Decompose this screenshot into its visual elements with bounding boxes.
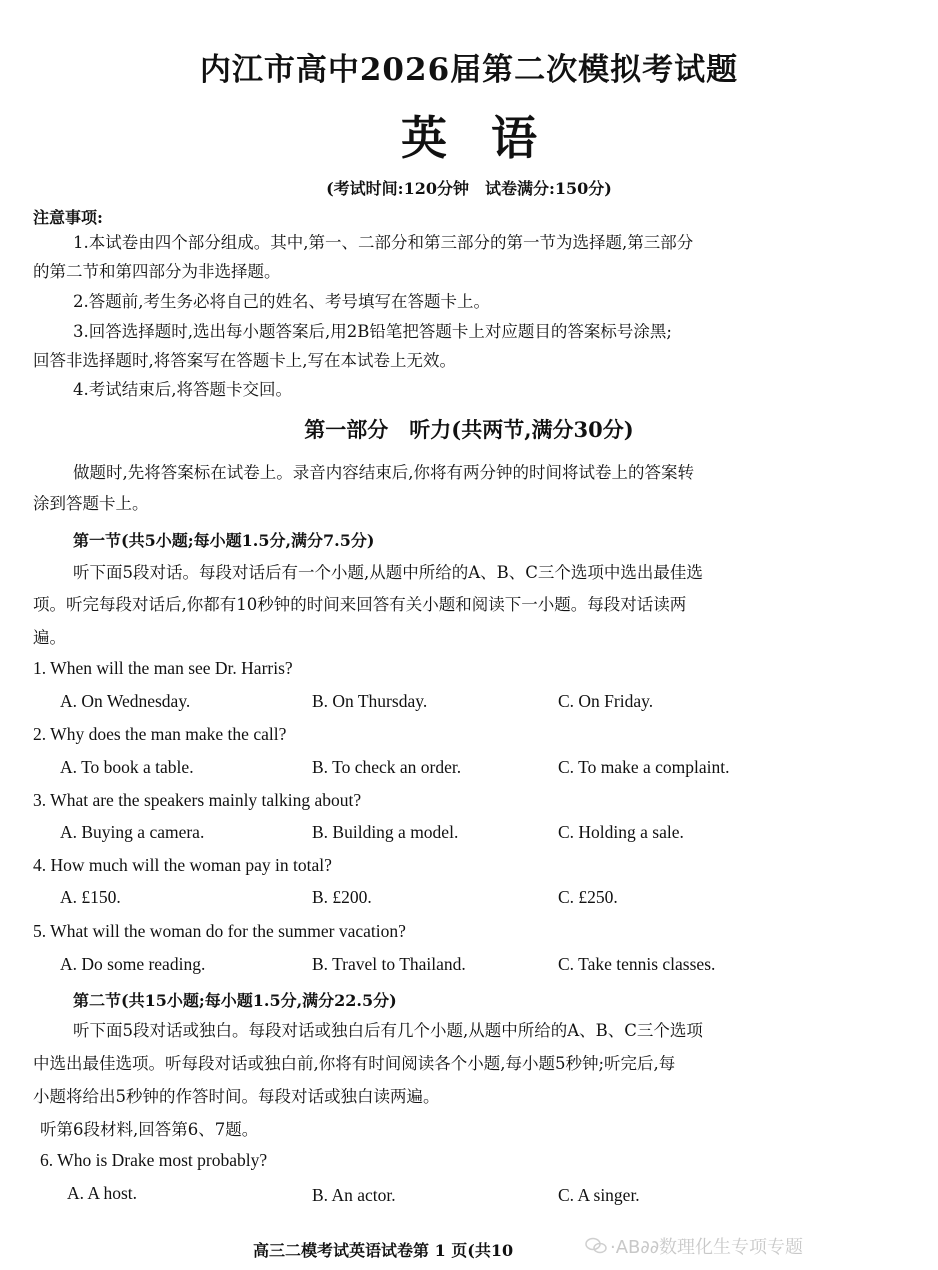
section2-instructions-line-1: 听下面5段对话或独白。每段对话或独白后有几个小题,从题中所给的A、B、C三个选项 [73, 1021, 703, 1040]
question-4-option-b: B. £200. [312, 887, 372, 907]
chat-icon [585, 1237, 607, 1255]
question-3-option-a: A. Buying a camera. [60, 822, 205, 842]
subject-title: 英语 [401, 111, 581, 165]
question-6-option-b: B. An actor. [312, 1185, 396, 1205]
section1-instructions-line-2: 项。听完每段对话后,你都有10秒钟的时间来回答有关小题和阅读下一小题。每段对话读两 [33, 595, 687, 614]
question-4-option-c: C. £250. [558, 887, 618, 907]
question-6-option-c: C. A singer. [558, 1185, 640, 1205]
question-2-option-a: A. To book a table. [60, 757, 194, 777]
watermark-text: ·AB∂∂数理化生专项专题 [610, 1237, 803, 1258]
question-5-option-c: C. Take tennis classes. [558, 954, 716, 974]
notice-item-1-line-1: 1.本试卷由四个部分组成。其中,第一、二部分和第三部分的第一节为选择题,第三部分 [73, 233, 694, 252]
section2-instructions-line-3: 小题将给出5秒钟的作答时间。每段对话或独白读两遍。 [33, 1087, 440, 1106]
question-2-option-c: C. To make a complaint. [558, 757, 730, 777]
section1-instructions-line-3: 遍。 [33, 628, 66, 647]
question-2-option-b: B. To check an order. [312, 757, 462, 777]
question-3: 3. What are the speakers mainly talking about? [33, 790, 362, 810]
question-1-option-c: C. On Friday. [558, 691, 654, 711]
question-4: 4. How much will the woman pay in total? [33, 855, 332, 875]
notice-item-3-line-1: 3.回答选择题时,选出每小题答案后,用2B铅笔把答题卡上对应题目的答案标号涂黑; [73, 322, 672, 341]
question-5-option-a: A. Do some reading. [60, 954, 206, 974]
part1-heading: 第一部分 听力(共两节,满分30分) [304, 417, 634, 442]
exam-info: (考试时间:120分钟 试卷满分:150分) [326, 179, 612, 198]
notice-item-1-line-2: 的第二节和第四部分为非选择题。 [33, 262, 281, 281]
question-5: 5. What will the woman do for the summer vacation? [33, 921, 406, 941]
notice-item-2: 2.答题前,考生务必将自己的姓名、考号填写在答题卡上。 [73, 292, 490, 311]
question-1: 1. When will the man see Dr. Harris? [33, 658, 293, 678]
question-3-option-b: B. Building a model. [312, 822, 459, 842]
question-3-option-c: C. Holding a sale. [558, 822, 684, 842]
part1-intro-line-1: 做题时,先将答案标在试卷上。录音内容结束后,你将有两分钟的时间将试卷上的答案转 [73, 463, 694, 482]
section1-heading: 第一节(共5小题;每小题1.5分,满分7.5分) [73, 531, 375, 550]
exam-title: 内江市高中2026届第二次模拟考试题 [199, 52, 739, 88]
notice-heading: 注意事项: [33, 208, 103, 227]
notice-item-4: 4.考试结束后,将答题卡交回。 [73, 380, 292, 399]
notice-item-3-line-2: 回答非选择题时,将答案写在答题卡上,写在本试卷上无效。 [33, 351, 456, 370]
part1-intro-line-2: 涂到答题卡上。 [33, 494, 149, 513]
question-1-option-b: B. On Thursday. [312, 691, 428, 711]
question-1-option-a: A. On Wednesday. [60, 691, 191, 711]
question-4-option-a: A. £150. [60, 887, 121, 907]
question-5-option-b: B. Travel to Thailand. [312, 954, 466, 974]
page-footer: 高三二模考试英语试卷第 1 页(共10 [253, 1241, 514, 1260]
section1-instructions-line-1: 听下面5段对话。每段对话后有一个小题,从题中所给的A、B、C三个选项中选出最佳选 [73, 563, 703, 582]
material-6-note: 听第6段材料,回答第6、7题。 [40, 1120, 259, 1139]
section2-instructions-line-2: 中选出最佳选项。听每段对话或独白前,你将有时间阅读各个小题,每小题5秒钟;听完后,每 [33, 1054, 676, 1073]
question-2: 2. Why does the man make the call? [33, 724, 287, 744]
section2-heading: 第二节(共15小题;每小题1.5分,满分22.5分) [73, 991, 397, 1010]
question-6-option-a: A. A host. [67, 1183, 138, 1203]
question-6: 6. Who is Drake most probably? [40, 1150, 268, 1170]
